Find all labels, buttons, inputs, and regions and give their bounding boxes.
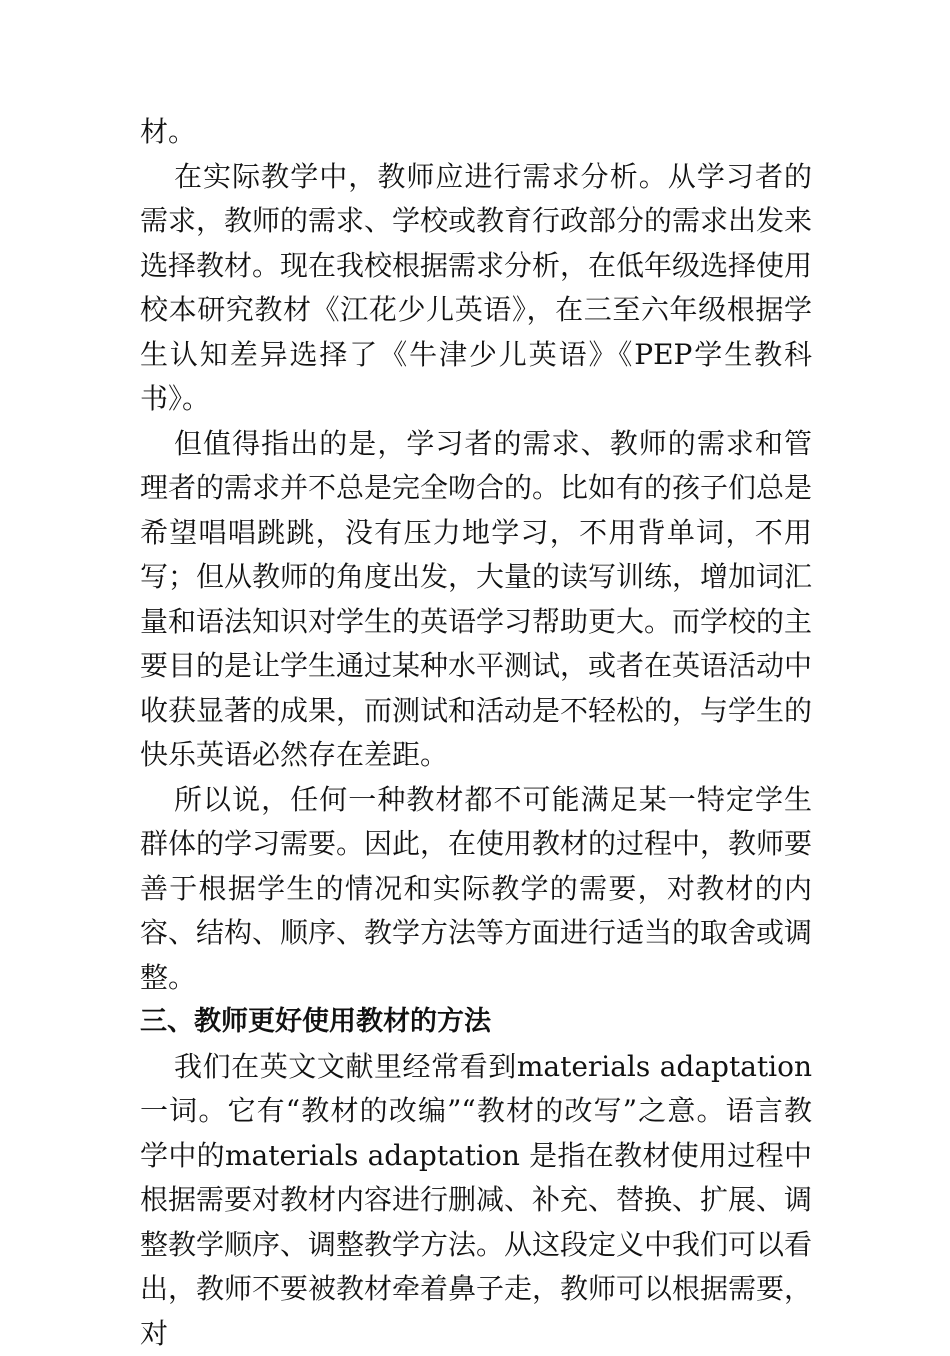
paragraph-needs-analysis: 在实际教学中，教师应进行需求分析。从学习者的需求，教师的需求、学校或教育行政部分的需求出发来选择教材。现在我校根据需求分析，在低年级选择使用校本研究教材《江花少儿英语》，在三至六年级根据学生认知差异选择了《牛津少儿英语》《PEP学生教科书》。 (140, 155, 812, 422)
paragraph-needs-conflict: 但值得指出的是，学习者的需求、教师的需求和管理者的需求并不总是完全吻合的。比如有的孩子们总是希望唱唱跳跳，没有压力地学习，不用背单词，不用写；但从教师的角度出发，大量的读写训练，增加词汇量和语法知识对学生的英语学习帮助更大。而学校的主要目的是让学生通过某种水平测试，或者在英语活动中收获显著的成果，而测试和活动是不轻松的，与学生的快乐英语必然存在差距。 (140, 422, 812, 778)
document-body (140, 110, 812, 1356)
paragraph-materials-adaptation: 我们在英文文献里经常看到materials adaptation一词。它有“教材的改编”“教材的改写”之意。语言教学中的materials adaptation 是指在教材使用过程中根据需要对教材内容进行删减、补充、替换、扩展、调整教学顺序、调整教学方法。从这段定义中我们可以看出，教师不要被教材牵着鼻子走，教师可以根据需要，对 (140, 1045, 812, 1356)
paragraph-conclusion: 所以说，任何一种教材都不可能满足某一特定学生群体的学习需要。因此，在使用教材的过程中，教师要善于根据学生的情况和实际教学的需要，对教材的内容、结构、顺序、教学方法等方面进行适当的取舍或调整。 (140, 778, 812, 1001)
paragraph-continuation: 材。 (140, 110, 812, 155)
section-heading: 三、教师更好使用教材的方法 (140, 1000, 812, 1045)
